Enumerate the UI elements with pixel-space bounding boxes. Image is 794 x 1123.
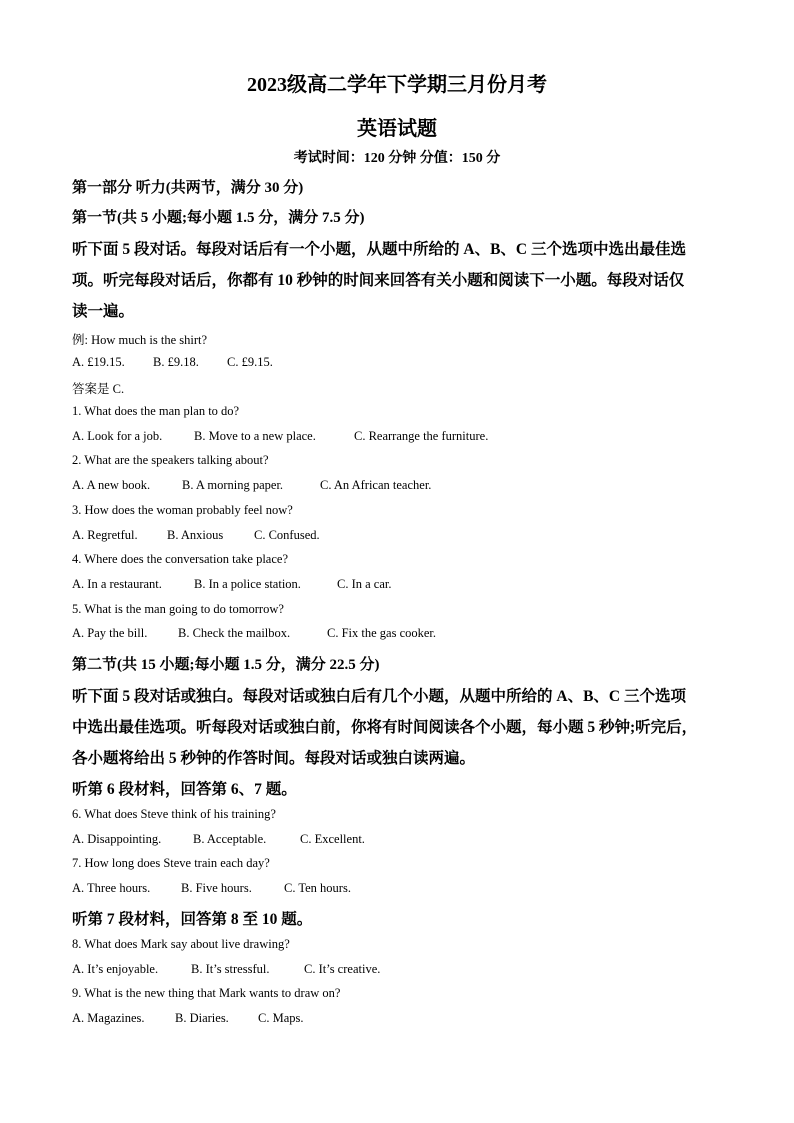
exam-info: 考试时间：120 分钟 分值：150 分 xyxy=(293,151,501,166)
option: B. Diaries. xyxy=(175,1011,229,1025)
option: B. Move to a new place. xyxy=(194,429,316,443)
question-options xyxy=(72,478,431,493)
option: A. Three hours. xyxy=(72,881,151,895)
option: B. Acceptable. xyxy=(193,832,267,846)
group6-heading: 听第 6 段材料，回答第 6、7 题。 xyxy=(72,781,297,798)
question-options xyxy=(72,1011,304,1026)
option: A. It’s enjoyable. xyxy=(72,962,159,976)
question-text: 2. What are the speakers talking about? xyxy=(72,453,269,467)
option: A. £19.15. xyxy=(72,355,125,369)
option: C. In a car. xyxy=(337,577,392,591)
option: C. Ten hours. xyxy=(284,881,351,895)
option: A. A new book. xyxy=(72,478,151,492)
question-text: 8. What does Mark say about live drawing? xyxy=(72,937,290,951)
question-options xyxy=(72,962,380,977)
option: B. Anxious xyxy=(167,528,224,542)
group7-heading: 听第 7 段材料，回答第 8 至 10 题。 xyxy=(72,911,313,928)
option: A. Pay the bill. xyxy=(72,626,148,640)
question-text: 9. What is the new thing that Mark wants to draw on? xyxy=(72,986,341,1000)
option: A. In a restaurant. xyxy=(72,577,162,591)
question-text: 3. How does the woman probably feel now? xyxy=(72,503,293,517)
question-text: 5. What is the man going to do tomorrow? xyxy=(72,602,284,616)
option: C. An African teacher. xyxy=(320,478,432,492)
option: A. Magazines. xyxy=(72,1011,145,1025)
exam-subtitle: 英语试题 xyxy=(357,118,437,140)
option: C. £9.15. xyxy=(227,355,273,369)
example-question: 例: How much is the shirt? xyxy=(72,333,208,347)
question-options xyxy=(72,881,351,896)
option: B. £9.18. xyxy=(153,355,199,369)
option: A. Regretful. xyxy=(72,528,138,542)
question-text: 4. Where does the conversation take place? xyxy=(72,552,288,566)
question-options xyxy=(72,626,436,641)
question-options xyxy=(72,429,488,444)
question-text: 1. What does the man plan to do? xyxy=(72,404,240,418)
example-options xyxy=(72,355,273,370)
option: C. Maps. xyxy=(258,1011,304,1025)
option: C. Confused. xyxy=(254,528,320,542)
option: A. Look for a job. xyxy=(72,429,163,443)
section2-instruction-line: 各小题将给出 5 秒钟的作答时间。每段对话或独白读两遍。 xyxy=(72,750,476,767)
option: C. It’s creative. xyxy=(304,962,381,976)
section2-instruction-line: 听下面 5 段对话或独白。每段对话或独白后有几个小题，从题中所给的 A、B、C 三个选项 xyxy=(72,688,686,705)
section1-instruction-line: 读一遍。 xyxy=(72,303,135,320)
option: B. A morning paper. xyxy=(182,478,284,492)
option: B. Check the mailbox. xyxy=(178,626,291,640)
section1-instruction-line: 听下面 5 段对话。每段对话后有一个小题，从题中所给的 A、B、C 三个选项中选出最佳选 xyxy=(72,241,686,258)
section2-instruction-line: 中选出最佳选项。听每段对话或独白前，你将有时间阅读各个小题，每小题 5 秒钟;听完后， xyxy=(72,719,698,736)
question-text: 6. What does Steve think of his training? xyxy=(72,807,276,821)
section1-heading: 第一节(共 5 小题;每小题 1.5 分，满分 7.5 分) xyxy=(72,210,365,226)
question-options xyxy=(72,528,320,543)
option: C. Rearrange the furniture. xyxy=(354,429,489,443)
option: B. Five hours. xyxy=(181,881,252,895)
option: C. Fix the gas cooker. xyxy=(327,626,437,640)
exam-title: 2023级高二学年下学期三月份月考 xyxy=(247,74,547,96)
section1-instruction-line: 项。听完每段对话后，你都有 10 秒钟的时间来回答有关小题和阅读下一小题。每段对话仅 xyxy=(72,272,685,289)
question-text: 7. How long does Steve train each day? xyxy=(72,856,270,870)
question-options xyxy=(72,577,392,592)
question-options xyxy=(72,832,365,847)
option: C. Excellent. xyxy=(300,832,365,846)
part1-heading: 第一部分 听力(共两节，满分 30 分) xyxy=(72,180,304,196)
section2-heading: 第二节(共 15 小题;每小题 1.5 分，满分 22.5 分) xyxy=(72,657,380,673)
example-answer: 答案是 C. xyxy=(72,382,125,396)
option: B. It’s stressful. xyxy=(191,962,270,976)
option: A. Disappointing. xyxy=(72,832,162,846)
option: B. In a police station. xyxy=(194,577,301,591)
